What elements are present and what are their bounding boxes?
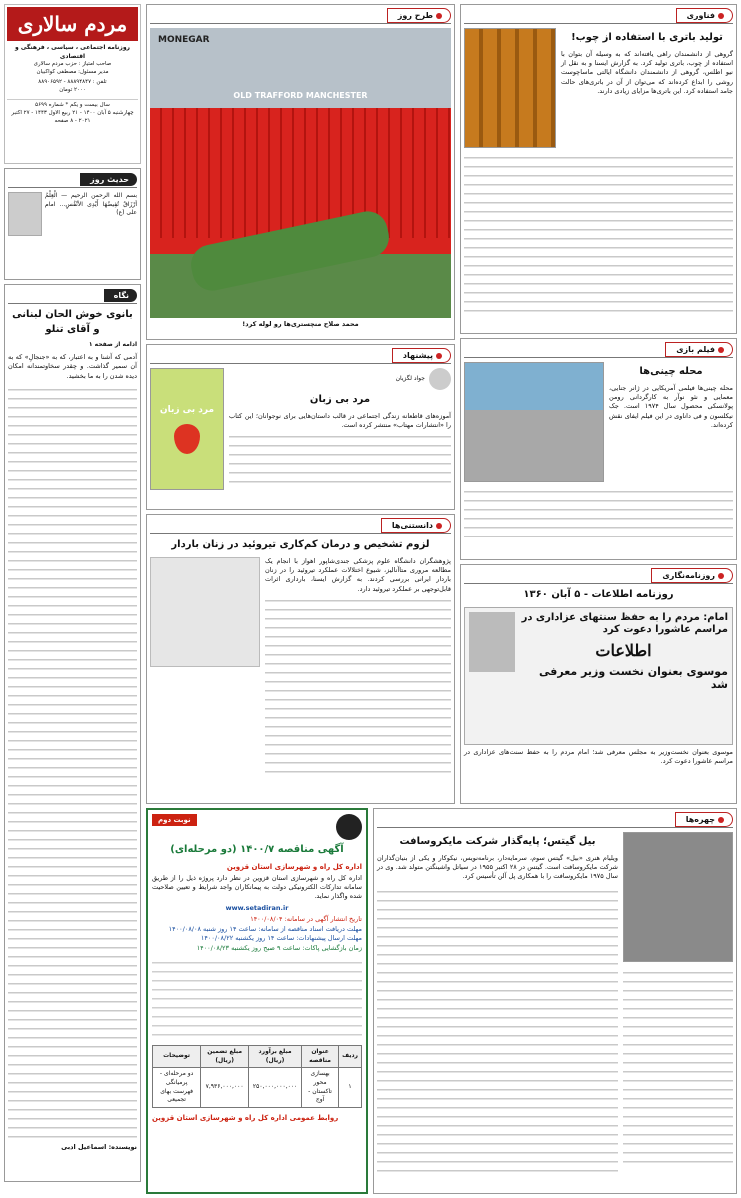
archive-headline-1: امام: مردم را به حفظ سنتهای عزاداری در مراسم عاشورا دعوت کرد bbox=[521, 611, 728, 635]
masthead-owner: صاحب امتیاز : حزب مردم سالاری bbox=[33, 61, 112, 68]
pishnahad-book-title: مرد بی زبان bbox=[309, 394, 371, 405]
film-text: محله چینی‌ها فیلمی آمریکایی در ژانر جنایی، معمایی و نئو نوآر به کارگردانی رومن پولانسکی محصول سال ۱۹۷۴ است. جک نیکلسون و فی داناوی در این فیلم ایفای نقش کرده‌اند. bbox=[609, 383, 734, 430]
daneshi-photo bbox=[150, 557, 260, 667]
negah-title: بانوی خوش الحان لبنانی و آقای تنلو bbox=[12, 309, 133, 335]
masthead-phone: تلفن : ۸۸۸۹۴۸۴۷ - ۸۸۹۰۶۵۹۲ bbox=[38, 79, 107, 86]
film-title: محله چینی‌ها bbox=[639, 366, 703, 377]
cartoon-stadium-name: OLD TRAFFORD MANCHESTER bbox=[233, 91, 368, 100]
pishnahad-author: جواد لگزیان bbox=[395, 374, 425, 382]
tender-intro: اداره کل راه و شهرسازی استان قزوین در نظر دارد پروژه ذیل را از طریق سامانه تدارکات الکترونیکی دولت به پیمانکاران واجد شرایط و تعیین صلاحیت شده واگذار نماید. bbox=[152, 873, 362, 901]
archive-box bbox=[460, 564, 737, 804]
strawberry-icon bbox=[174, 424, 200, 454]
chehreha-text: ویلیام هنری «بیل» گیتس سوم، سرمایه‌دار، برنامه‌نویس، نیکوکار و یکی از بنیان‌گذاران شرکت مایکروسافت است. گیتس در ۲۸ اکتبر ۱۹۵۵ در سیاتل واشینگتن متولد شد. وی در سال ۱۹۷۵ مایکروسافت را با همکاری پل آلن تأسیس کرد. bbox=[377, 853, 618, 881]
cartoon-box bbox=[146, 4, 455, 340]
negah-body bbox=[8, 353, 137, 1153]
archive-headline-2: موسوی بعنوان نخست وزیر معرفی شد bbox=[539, 664, 728, 691]
tender-nobat: نوبت دوم bbox=[152, 814, 197, 826]
masthead-director: مدیر مسئول: مصطفی کواکبیان bbox=[36, 69, 109, 76]
archive-label: روزنامه‌نگاری bbox=[651, 568, 733, 584]
chehreha-header bbox=[377, 812, 733, 828]
hadith-label: حدیث روز bbox=[80, 173, 137, 187]
negah-box bbox=[4, 284, 141, 1182]
negah-lead: ادامه از صفحه ۱ bbox=[88, 341, 137, 348]
fanavari-label: فناوری bbox=[676, 8, 733, 24]
daneshi-label: دانستنی‌ها bbox=[381, 518, 451, 534]
tender-cell-title: بهسازی محور تاکستان - آوج bbox=[302, 1068, 339, 1108]
cartoon-caption: محمد صلاح منچستری‌ها رو لوله کرد! bbox=[242, 320, 359, 328]
tender-table-header bbox=[153, 1046, 362, 1068]
fanavari-header bbox=[464, 8, 733, 24]
tender-cell-estimate: ۲۵۰,۰۰۰,۰۰۰,۰۰۰ bbox=[249, 1068, 302, 1108]
cartoon-label: طرح روز bbox=[387, 8, 451, 24]
right-column bbox=[460, 4, 737, 804]
tender-cell-row: ۱ bbox=[339, 1068, 362, 1108]
masthead-dateline: ﺳﺎل ﺑﯿﺴﺖ و ﯾﮑﻢ * ﺷﻤﺎره ۵۶۹۹ bbox=[7, 99, 138, 110]
tender-date-open: زمان بازگشایی پاکات: ساعت ۹ صبح روز یکشنبه ۱۴۰۰/۰۸/۲۳ bbox=[196, 943, 362, 952]
film-text-block bbox=[464, 485, 733, 537]
tender-org: اداره کل راه و شهرسازی استان قزوین bbox=[226, 862, 362, 871]
author-avatar bbox=[429, 368, 451, 390]
tender-cell-notes: دو مرحله‌ای - پرمیانگی فهرست بهای تجمیعی bbox=[153, 1068, 201, 1108]
chehreha-box bbox=[373, 808, 737, 1194]
tender-dates bbox=[152, 915, 362, 953]
tender-th-estimate: مبلغ برآورد (ریال) bbox=[249, 1046, 302, 1068]
tender-title: آگهی مناقصه ۱۴۰۰/۷ (دو مرحله‌ای) bbox=[170, 844, 344, 855]
fanavari-text-block bbox=[464, 151, 733, 315]
chehreha-portrait bbox=[623, 832, 733, 962]
chehreha-text-block bbox=[377, 885, 618, 1177]
tender-th-row: ردیف bbox=[339, 1046, 362, 1068]
fanavari-text: گروهی از دانشمندان راهی یافته‌اند که به وسیله آن بتوان با استفاده از چوب، باتری تولید کرد. به گزارش ایسنا و به نقل از نیو اطلس، گروهی از دانشمندان دانشگاه ایالتی ماساچوست روشی را ابداع کرده‌اند که می‌توان از آن در باتری‌های حالت جامد استفاده کرد. این باتری‌ها مزایای زیادی دارند. bbox=[561, 49, 733, 96]
hadith-box bbox=[4, 168, 141, 280]
hadith-text: بسم الله الرحمن الرحیم — الْعِلْمُ أرْزَاقٌ تُفِیضُهَا أَیْدِی الأنْفُسِ... امام علی (ع) bbox=[45, 192, 137, 217]
archive-masthead: اطلاعات bbox=[595, 640, 652, 660]
chehreha-label: چهره‌ها bbox=[675, 812, 733, 828]
table-row bbox=[153, 1068, 362, 1108]
negah-header bbox=[8, 288, 137, 304]
masthead-tagline: روزنامه اجتماعی ، سیاسی ، فرهنگی و اقتصادی bbox=[15, 44, 130, 60]
tender-ad bbox=[146, 808, 368, 1194]
tender-footer: روابط عمومی اداره کل راه و شهرسازی استان قزوین bbox=[152, 1114, 339, 1123]
pishnahad-text-block bbox=[229, 430, 451, 488]
archive-dot-icon bbox=[718, 573, 724, 579]
middle-column bbox=[146, 4, 455, 804]
masthead-issue-date: چهارشنبه ۵ آبان ۱۴۰۰ - ۲۱ ربیع الاول ۱۴۴۳ - ۲۷ اکتبر ۲۰۲۱ - ۸ صفحه bbox=[11, 110, 134, 125]
chehreha-title: بیل گیتس؛ پایه‌گذار شرکت مایکروسافت bbox=[399, 836, 596, 847]
archive-header bbox=[464, 568, 733, 584]
left-column bbox=[4, 4, 141, 1194]
daneshi-text: پژوهشگران دانشگاه علوم پزشکی جندی‌شاپور اهواز با انجام یک مطالعه مروری متاآنالیز، شیوع اختلالات عملکرد تیروئید را در زنان باردار ایرانی بررسی کردند. به گزارش ایسنا، بارداری اثرات قابل‌توجهی بر عملکرد تیروئید دارد. bbox=[265, 556, 451, 593]
daneshi-box bbox=[146, 514, 455, 804]
tender-date-submit: مهلت ارسال پیشنهادات: ساعت ۱۴ روز یکشنبه ۱۴۰۰/۰۸/۲۲ bbox=[200, 934, 362, 943]
negah-paragraph-1: آدمی که آشنا و به اعتبار، که به «جنجالِ» که به آن سمیر گذاشت. و چقدر سخاوتمندانه امکان دیده شدن را به ما بخشید. bbox=[8, 352, 137, 380]
fanavari-dot-icon bbox=[718, 13, 724, 19]
pishnahad-box bbox=[146, 344, 455, 510]
daneshi-dot-icon bbox=[436, 523, 442, 529]
book-cover bbox=[150, 368, 224, 490]
pishnahad-dot-icon bbox=[436, 353, 442, 359]
tender-date-docs: مهلت دریافت اسناد مناقصه از سامانه: ساعت ۱۴ روز شنبه ۱۴۰۰/۰۸/۰۸ bbox=[168, 924, 362, 933]
masthead-price: ۲۰۰۰ تومان bbox=[59, 87, 86, 94]
film-box bbox=[460, 338, 737, 560]
archive-title: روزنامه اطلاعات - ۵ آبان ۱۳۶۰ bbox=[523, 589, 674, 600]
chehreha-side-text-block bbox=[623, 966, 733, 1166]
negah-author: نویسنده: اسماعیل ادبی bbox=[61, 1142, 137, 1151]
fanavari-box bbox=[460, 4, 737, 334]
cartoon-header bbox=[150, 8, 451, 24]
fanavari-title: تولید باتری با استفاده از چوب! bbox=[571, 32, 723, 43]
tender-th-guarantee: مبلغ تضمین (ریال) bbox=[201, 1046, 249, 1068]
daneshi-text-block bbox=[265, 594, 451, 776]
cartoon-dot-icon bbox=[436, 13, 442, 19]
tender-emblem-icon bbox=[336, 814, 362, 840]
film-label: فیلم بازی bbox=[665, 342, 733, 358]
tender-table bbox=[152, 1045, 362, 1108]
masthead-brand bbox=[7, 7, 138, 41]
pishnahad-header bbox=[150, 348, 451, 364]
tender-text-block bbox=[152, 956, 362, 1042]
fanavari-battery-photo bbox=[464, 28, 556, 148]
cartoon-stands bbox=[150, 108, 451, 238]
tender-site-link[interactable]: www.setadiran.ir bbox=[225, 903, 289, 912]
tender-date-publish: تاریخ انتشار آگهی در سامانه: ۱۴۰۰/۰۸/۰۴ bbox=[250, 915, 362, 924]
cartoon-brand: MONEGAR bbox=[158, 35, 210, 45]
film-header bbox=[464, 342, 733, 358]
negah-text-block bbox=[8, 383, 137, 1143]
cartoon-image bbox=[150, 28, 451, 318]
tender-cell-guarantee: ۷,۹۳۶,۰۰۰,۰۰۰ bbox=[201, 1068, 249, 1108]
pishnahad-label: پیشنهاد bbox=[392, 348, 451, 364]
chehreha-dot-icon bbox=[718, 817, 724, 823]
pishnahad-text: آموزه‌های قاطعانه زندگی اجتماعی در قالب داستان‌هایی برای نوجوانان؛ این کتاب را «انتشارات مهتاب» منتشر کرده است. bbox=[229, 411, 451, 429]
film-still bbox=[464, 362, 604, 482]
daneshi-title: لزوم تشخیص و درمان کم‌کاری تیروئید در زنان باردار bbox=[171, 539, 430, 550]
film-dot-icon bbox=[718, 347, 724, 353]
archive-text: موسوی بعنوان نخست‌وزیر به مجلس معرفی شد؛ امام مردم را به حفظ سنت‌های عزاداری در مراسم عاشورا دعوت کرد. bbox=[464, 747, 733, 765]
masthead bbox=[4, 4, 141, 164]
tender-th-title: عنوان مناقصه bbox=[302, 1046, 339, 1068]
tender-th-notes: توضیحات bbox=[153, 1046, 201, 1068]
daneshi-header bbox=[150, 518, 451, 534]
hadith-portrait bbox=[8, 192, 42, 236]
archive-portrait bbox=[469, 612, 515, 672]
negah-label: نگاه bbox=[104, 289, 137, 303]
archive-clipping bbox=[464, 607, 733, 745]
book-cover-title: مرد بی زبان bbox=[159, 405, 215, 416]
masthead-brand-title: مردم سالاری bbox=[17, 12, 128, 36]
hadith-header bbox=[8, 172, 137, 188]
